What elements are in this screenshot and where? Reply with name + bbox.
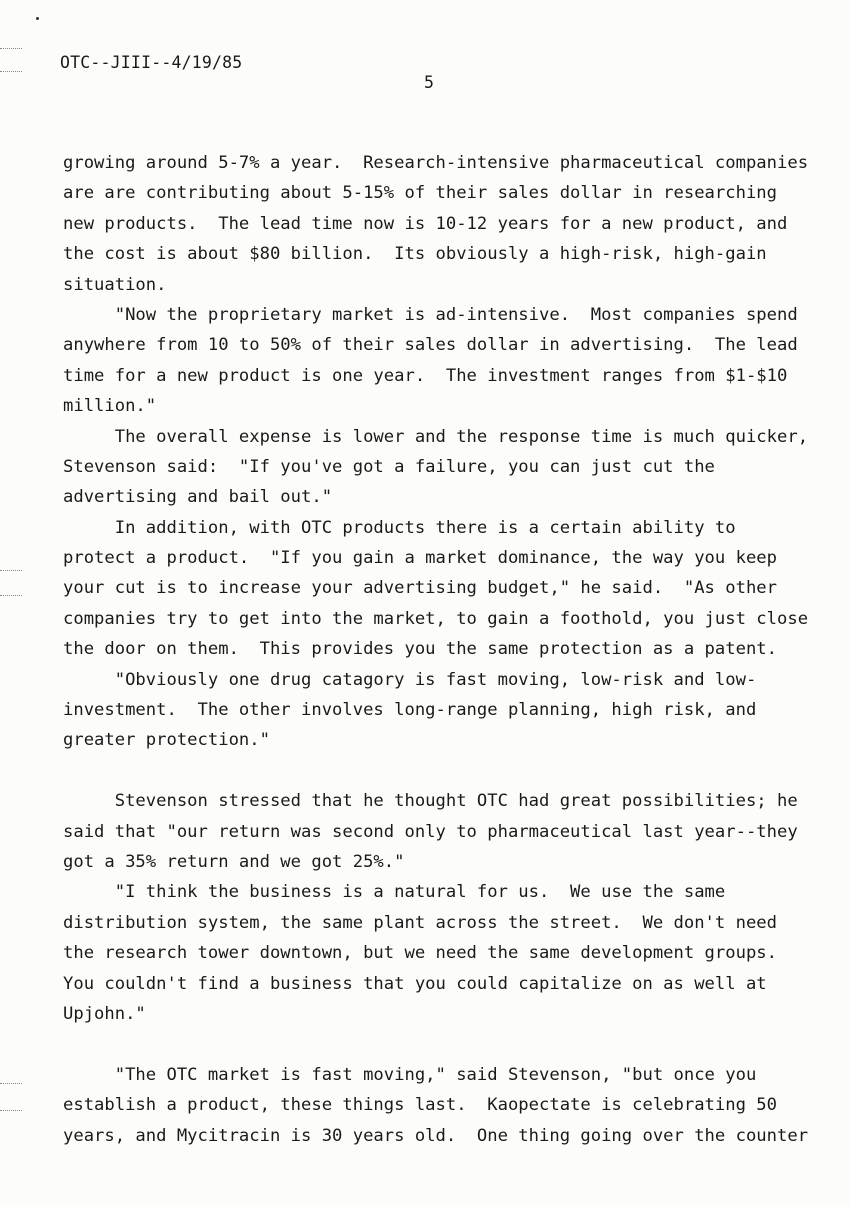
page-number: 5 [424, 73, 434, 92]
text-line: new products. The lead time now is 10-12 years for a new product, and [63, 213, 788, 234]
text-line: your cut is to increase your advertising budget," he said. "As other [63, 578, 777, 599]
text-line: In addition, with OTC products there is a certain ability to [63, 517, 736, 538]
punch-hole-mark [0, 570, 22, 596]
body-text [63, 148, 833, 1151]
text-line: advertising and bail out." [63, 487, 333, 508]
text-line: investment. The other involves long-range planning, high risk, and [63, 700, 757, 721]
text-line: time for a new product is one year. The investment ranges from $1-$10 [63, 365, 788, 386]
text-line: "I think the business is a natural for us. We use the same [63, 882, 726, 903]
blank-line [63, 1029, 833, 1059]
text-line: "Now the proprietary market is ad-intensive. Most companies spend [63, 304, 798, 325]
blank-line [63, 756, 833, 786]
text-line: Stevenson said: "If you've got a failure, you can just cut the [63, 456, 715, 477]
text-line: got a 35% return and we got 25%." [63, 851, 405, 872]
text-line: the research tower downtown, but we need the same development groups. [63, 943, 777, 964]
text-line: The overall expense is lower and the response time is much quicker, [63, 426, 809, 447]
text-line: years, and Mycitracin is 30 years old. One thing going over the counter [63, 1125, 809, 1146]
text-line: the cost is about $80 billion. Its obviously a high-risk, high-gain [63, 244, 767, 265]
text-line: protect a product. "If you gain a market dominance, the way you keep [63, 548, 777, 569]
text-line: distribution system, the same plant across the street. We don't need [63, 912, 777, 933]
text-line: greater protection." [63, 730, 270, 751]
speck [36, 17, 39, 20]
text-line: anywhere from 10 to 50% of their sales dollar in advertising. The lead [63, 335, 798, 356]
text-line: million." [63, 396, 157, 417]
text-line: "Obviously one drug catagory is fast moving, low-risk and low- [63, 669, 757, 690]
text-line: Stevenson stressed that he thought OTC had great possibilities; he [63, 791, 798, 812]
text-line: "The OTC market is fast moving," said Stevenson, "but once you [63, 1064, 757, 1085]
text-line: are are contributing about 5-15% of their sales dollar in researching [63, 183, 777, 204]
punch-hole-mark [0, 48, 22, 72]
text-line: companies try to get into the market, to gain a foothold, you just close [63, 608, 809, 629]
text-line: You couldn't find a business that you could capitalize on as well at [63, 973, 767, 994]
text-line: establish a product, these things last. Kaopectate is celebrating 50 [63, 1095, 777, 1116]
text-line: said that "our return was second only to pharmaceutical last year--they [63, 821, 798, 842]
text-line: the door on them. This provides you the same protection as a patent. [63, 639, 777, 660]
punch-hole-mark [0, 1083, 22, 1111]
text-line: growing around 5-7% a year. Research-intensive pharmaceutical companies [63, 153, 809, 173]
text-line: Upjohn." [63, 1003, 146, 1024]
document-id-header: OTC--JIII--4/19/85 [60, 53, 243, 72]
text-line: situation. [63, 274, 167, 295]
